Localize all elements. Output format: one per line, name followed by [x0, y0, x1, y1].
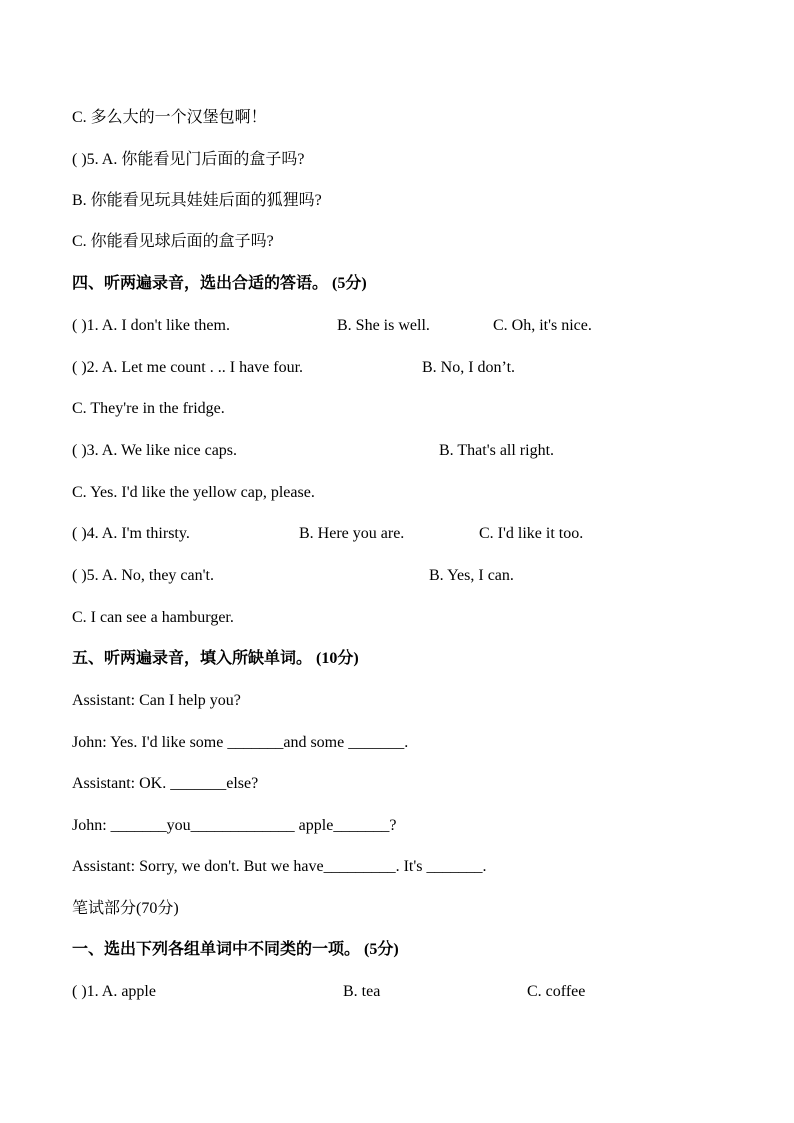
- question-5-line: ( )5. A. 你能看见门后面的盒子吗?: [72, 151, 305, 168]
- question-5-option-c: C. I can see a hamburger.: [72, 609, 234, 626]
- dialogue-line-2: John: Yes. I'd like some _______and some _______.: [72, 734, 409, 751]
- question-5-option-a: ( )5. A. No, they can't.: [72, 567, 214, 584]
- question-5-row: [72, 566, 514, 586]
- question-2-option-a: ( )2. A. Let me count . .. I have four.: [72, 359, 304, 376]
- section-4-heading: 四、听两遍录音，选出合适的答语。 (5分): [72, 275, 367, 292]
- option-b-line: B. 你能看见玩具娃娃后面的狐狸吗?: [72, 192, 322, 209]
- question-4-option-b: B. Here you are.: [299, 525, 405, 542]
- written-question-1-row: [72, 982, 586, 1002]
- question-3-option-c: C. Yes. I'd like the yellow cap, please.: [72, 484, 315, 501]
- question-1-row: [72, 316, 592, 336]
- written-question-1-option-a: ( )1. A. apple: [72, 983, 156, 1000]
- dialogue-line-1: Assistant: Can I help you?: [72, 692, 241, 709]
- question-3-option-b: B. That's all right.: [439, 442, 555, 459]
- written-question-1-option-b: B. tea: [343, 983, 381, 1000]
- dialogue-line-4: John: _______you_____________ apple_______?: [72, 817, 397, 834]
- section-5-heading: 五、听两遍录音，填入所缺单词。 (10分): [72, 650, 359, 667]
- question-2-option-c: C. They're in the fridge.: [72, 400, 225, 417]
- question-2-option-b: B. No, I don’t.: [422, 359, 516, 376]
- written-question-1-option-c: C. coffee: [527, 983, 586, 1000]
- question-5-option-b: B. Yes, I can.: [429, 567, 514, 584]
- dialogue-line-5: Assistant: Sorry, we don't. But we have_________. It's _______.: [72, 858, 487, 875]
- question-4-option-c: C. I'd like it too.: [479, 525, 584, 542]
- question-3-row: [72, 441, 555, 461]
- option-c-line: C. 你能看见球后面的盒子吗?: [72, 233, 274, 250]
- question-2-row: [72, 358, 516, 378]
- written-part-heading: 笔试部分(70分): [72, 900, 179, 917]
- question-4-option-a: ( )4. A. I'm thirsty.: [72, 525, 190, 542]
- question-1-option-c: C. Oh, it's nice.: [493, 317, 592, 334]
- question-1-option-a: ( )1. A. I don't like them.: [72, 317, 230, 334]
- question-3-option-a: ( )3. A. We like nice caps.: [72, 442, 238, 459]
- question-1-option-b: B. She is well.: [337, 317, 430, 334]
- dialogue-line-3: Assistant: OK. _______else?: [72, 775, 259, 792]
- written-section-1-heading: 一、选出下列各组单词中不同类的一项。 (5分): [72, 941, 399, 958]
- question-4-row: [72, 524, 584, 544]
- option-c-line: C. 多么大的一个汉堡包啊！: [72, 109, 267, 126]
